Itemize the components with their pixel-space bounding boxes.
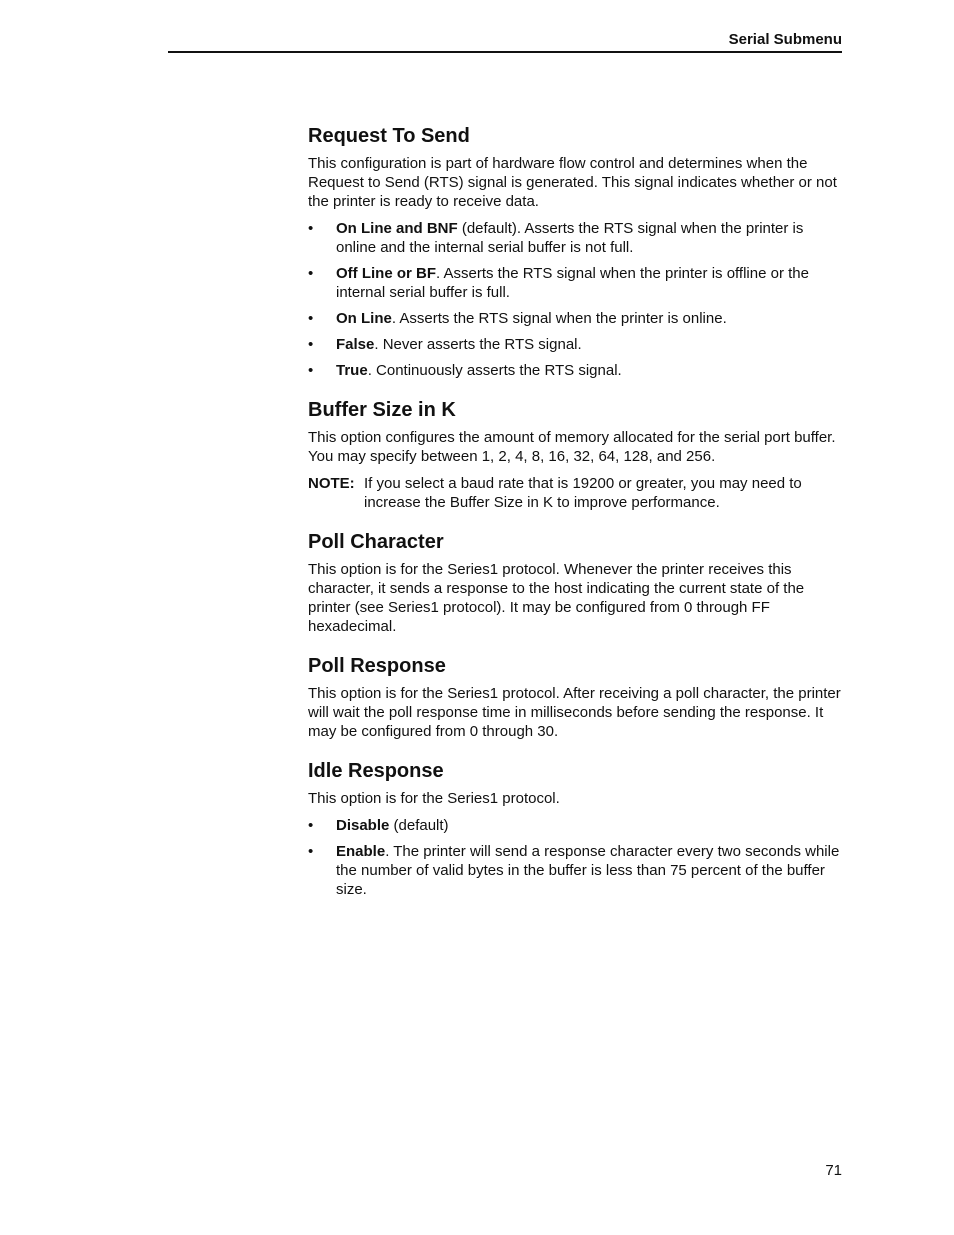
- option-description: . Never asserts the RTS signal.: [374, 336, 582, 353]
- option-item: [308, 219, 842, 257]
- section-idle-response: [308, 759, 842, 899]
- option-item: [308, 361, 842, 380]
- option-term: On Line and BNF: [336, 220, 458, 237]
- option-description: . The printer will send a response character every two seconds while the number of valid bytes in the buffer is less than 75 percent of the buffer size.: [336, 843, 840, 898]
- option-description: . Asserts the RTS signal when the printer is online.: [391, 310, 727, 327]
- option-description: (default). Asserts the RTS signal when the printer is online and the internal serial buffer is not full.: [336, 220, 804, 256]
- note: [308, 474, 842, 512]
- section-title: Poll Response: [308, 655, 446, 677]
- section-poll-response: [308, 654, 842, 741]
- section-buffer-size: [308, 398, 842, 512]
- note-text: If you select a baud rate that is 19200 or greater, you may need to increase the Buffer Size in K to improve performance.: [364, 475, 802, 511]
- section-request-to-send: [308, 124, 842, 380]
- running-header: [168, 31, 842, 53]
- option-description: . Asserts the RTS signal when the printer is offline or the internal serial buffer is full.: [336, 265, 809, 301]
- option-item: [308, 816, 842, 835]
- option-description: . Continuously asserts the RTS signal.: [367, 362, 622, 379]
- section-title: Poll Character: [308, 531, 444, 553]
- section-title: Request To Send: [308, 125, 470, 147]
- option-term: Enable: [336, 843, 386, 860]
- bullet-icon: •: [308, 265, 314, 282]
- note-label: NOTE:: [308, 475, 355, 492]
- option-description: (default): [389, 817, 449, 834]
- option-term: Off Line or BF: [336, 265, 436, 282]
- option-term: True: [336, 362, 368, 379]
- bullet-icon: •: [308, 220, 314, 237]
- option-item: [308, 264, 842, 302]
- bullet-icon: •: [308, 362, 314, 379]
- bullet-icon: •: [308, 310, 314, 327]
- section-title: Idle Response: [308, 760, 444, 782]
- section-poll-character: [308, 530, 842, 636]
- page-content: [308, 124, 842, 906]
- option-term: False: [336, 336, 375, 353]
- option-item: [308, 842, 842, 899]
- bullet-icon: •: [308, 336, 314, 353]
- option-item: [308, 335, 842, 354]
- section-intro: This option is for the Series1 protocol. Whenever the printer receives this character, it sends a response to the host indicating the current state of the printer (see Series1 protocol). It may be configured from 0 through FF hexadecimal.: [308, 561, 805, 635]
- option-list: [308, 816, 842, 899]
- page-number: 71: [825, 1162, 842, 1179]
- section-intro: This option configures the amount of memory allocated for the serial port buffer. You may specify between 1, 2, 4, 8, 16, 32, 64, 128, and 256.: [308, 429, 836, 465]
- section-intro: This option is for the Series1 protocol. After receiving a poll character, the printer will wait the poll response time in milliseconds before sending the response. It may be configured from 0 through 30.: [308, 685, 841, 740]
- bullet-icon: •: [308, 817, 314, 834]
- option-list: [308, 219, 842, 380]
- option-item: [308, 309, 842, 328]
- option-term: On Line: [336, 310, 392, 327]
- section-intro: This option is for the Series1 protocol.: [308, 790, 560, 807]
- section-title: Buffer Size in K: [308, 399, 456, 421]
- running-header-title: Serial Submenu: [728, 31, 842, 48]
- option-term: Disable: [336, 817, 390, 834]
- section-intro: This configuration is part of hardware flow control and determines when the Request to Send (RTS) signal is generated. This signal indicates whether or not the printer is ready to receive data.: [308, 155, 837, 210]
- bullet-icon: •: [308, 843, 314, 860]
